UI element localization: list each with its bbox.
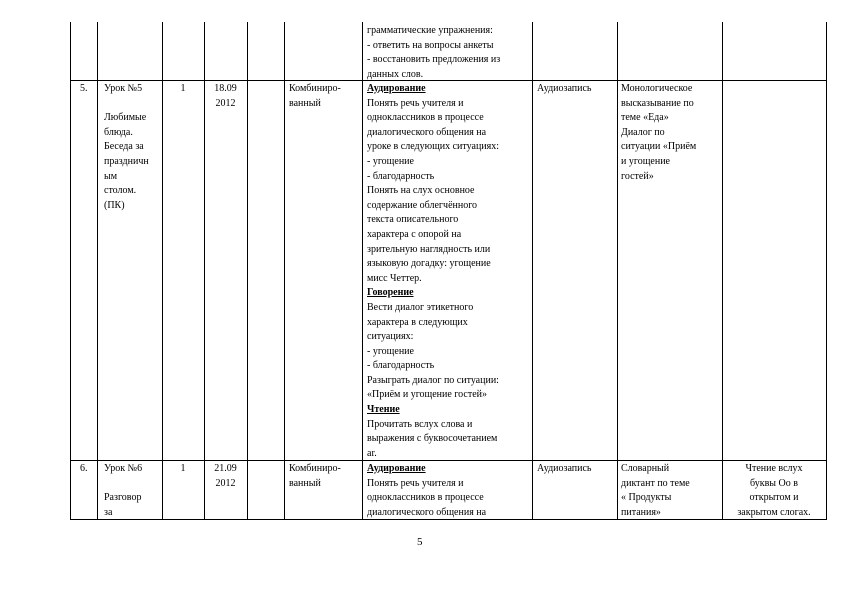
column-divider bbox=[362, 22, 363, 520]
equipment-cell: Аудиозапись bbox=[537, 83, 592, 94]
cell-line: Понять речь учителя и bbox=[367, 477, 464, 489]
cell-line: гостей» bbox=[621, 170, 654, 182]
cell-line: «Приём и угощение гостей» bbox=[367, 389, 488, 401]
cell-line: содержание облегчённого bbox=[367, 199, 478, 211]
column-divider bbox=[617, 22, 618, 520]
column-divider bbox=[284, 22, 285, 520]
cell-line bbox=[104, 97, 149, 112]
section-heading: Чтение bbox=[367, 404, 400, 416]
cell-line: ванный bbox=[289, 97, 321, 109]
cell-line: Беседа за bbox=[104, 141, 144, 153]
cell-line: языковую догадку: угощение bbox=[367, 258, 491, 270]
cell-line: высказывание по bbox=[621, 97, 694, 109]
cell-line: теме «Еда» bbox=[621, 112, 669, 124]
table-border-right bbox=[826, 22, 827, 520]
control-cell bbox=[621, 462, 690, 520]
cell-line: одноклассников в процессе bbox=[367, 112, 484, 124]
cell-line: буквы Оо в bbox=[750, 477, 798, 489]
cell-line: одноклассников в процессе bbox=[367, 492, 484, 504]
cell-line: Монологическое bbox=[621, 83, 693, 94]
cell-line: - благодарность bbox=[367, 170, 435, 182]
cell-line: ситуациях: bbox=[367, 331, 414, 343]
cell-line: Разговор bbox=[104, 492, 142, 504]
cell-line: диалогического общения на bbox=[367, 126, 487, 138]
hours-cell: 1 bbox=[180, 463, 186, 474]
cell-line: 18.09 bbox=[214, 83, 237, 94]
cell-line: и угощение bbox=[621, 155, 670, 167]
cell-line: блюда. bbox=[104, 126, 133, 138]
cell-line: Понять на слух основное bbox=[367, 185, 475, 197]
cell-line: - ответить на вопросы анкеты bbox=[367, 39, 494, 51]
lesson-topic-cell bbox=[104, 82, 149, 213]
row-number: 6. bbox=[80, 463, 88, 474]
cell-line: ванный bbox=[289, 477, 321, 489]
cell-line: « Продукты bbox=[621, 492, 672, 504]
cell-line: Разыграть диалог по ситуации: bbox=[367, 374, 499, 386]
cell-line: зрительную наглядность или bbox=[367, 243, 491, 255]
column-divider bbox=[722, 22, 723, 520]
cell-line: Урок №5 bbox=[104, 83, 143, 94]
cell-line: диктант по теме bbox=[621, 477, 690, 489]
cell-line: мисс Четтер. bbox=[367, 272, 422, 284]
cell-line: - угощение bbox=[367, 155, 414, 167]
cell-line: - восстановить предложения из bbox=[367, 54, 501, 66]
cell-line: столом. bbox=[104, 185, 137, 197]
cell-line: данных слов. bbox=[367, 68, 424, 80]
cell-line: Прочитать вслух слова и bbox=[367, 418, 473, 430]
equipment-cell: Аудиозапись bbox=[537, 463, 592, 474]
content-cell-continued bbox=[367, 24, 500, 82]
cell-line: текста описательного bbox=[367, 214, 459, 226]
column-divider bbox=[97, 22, 98, 520]
cell-line: Комбиниро- bbox=[289, 463, 341, 474]
page-number: 5 bbox=[417, 536, 423, 548]
cell-line: (ПК) bbox=[104, 199, 125, 211]
cell-line: ситуации «Приём bbox=[621, 141, 697, 153]
cell-line: характера в следующих bbox=[367, 316, 468, 328]
cell-line: выражения с буквосочетанием bbox=[367, 433, 498, 445]
cell-line: - благодарность bbox=[367, 360, 435, 372]
section-heading: Говорение bbox=[367, 287, 414, 299]
cell-line: - угощение bbox=[367, 345, 414, 357]
cell-line: характера с опорой на bbox=[367, 228, 462, 240]
column-divider bbox=[247, 22, 248, 520]
column-divider bbox=[532, 22, 533, 520]
date-cell bbox=[204, 462, 247, 491]
cell-line: ar. bbox=[367, 447, 377, 459]
cell-line: ым bbox=[104, 170, 118, 182]
cell-line: грамматические упражнения: bbox=[367, 25, 493, 36]
lesson-type-cell bbox=[289, 82, 341, 111]
cell-line: праздничн bbox=[104, 155, 149, 167]
row-number: 5. bbox=[80, 83, 88, 94]
cell-line: Вести диалог этикетного bbox=[367, 301, 474, 313]
date-cell bbox=[204, 82, 247, 111]
cell-line: Урок №6 bbox=[104, 463, 143, 474]
lesson-type-cell bbox=[289, 462, 341, 491]
cell-line: уроке в следующих ситуациях: bbox=[367, 141, 500, 153]
cell-line: диалогического общения на bbox=[367, 506, 487, 518]
control-cell bbox=[621, 82, 696, 184]
cell-line: за bbox=[104, 506, 113, 518]
cell-line: Комбиниро- bbox=[289, 83, 341, 94]
cell-line: питания» bbox=[621, 506, 661, 518]
cell-line: Диалог по bbox=[621, 126, 665, 138]
cell-line: закрытом слогах. bbox=[737, 506, 811, 518]
cell-line: Чтение вслух bbox=[745, 463, 803, 474]
column-divider bbox=[162, 22, 163, 520]
cell-line: Любимые bbox=[104, 112, 147, 124]
cell-line: 2012 bbox=[215, 477, 236, 489]
content-cell bbox=[367, 82, 499, 461]
cell-line: открытом и bbox=[749, 492, 799, 504]
section-heading: Аудирование bbox=[367, 83, 426, 94]
content-cell bbox=[367, 462, 486, 520]
cell-line: 21.09 bbox=[214, 463, 237, 474]
hours-cell: 1 bbox=[180, 83, 186, 94]
cell-line: Понять речь учителя и bbox=[367, 97, 464, 109]
lesson-topic-cell bbox=[104, 462, 142, 520]
notes-cell bbox=[722, 462, 826, 520]
cell-line: Словарный bbox=[621, 463, 670, 474]
table-border-left bbox=[70, 22, 71, 520]
section-heading: Аудирование bbox=[367, 463, 426, 474]
cell-line: 2012 bbox=[215, 97, 236, 109]
cell-line bbox=[104, 477, 142, 492]
